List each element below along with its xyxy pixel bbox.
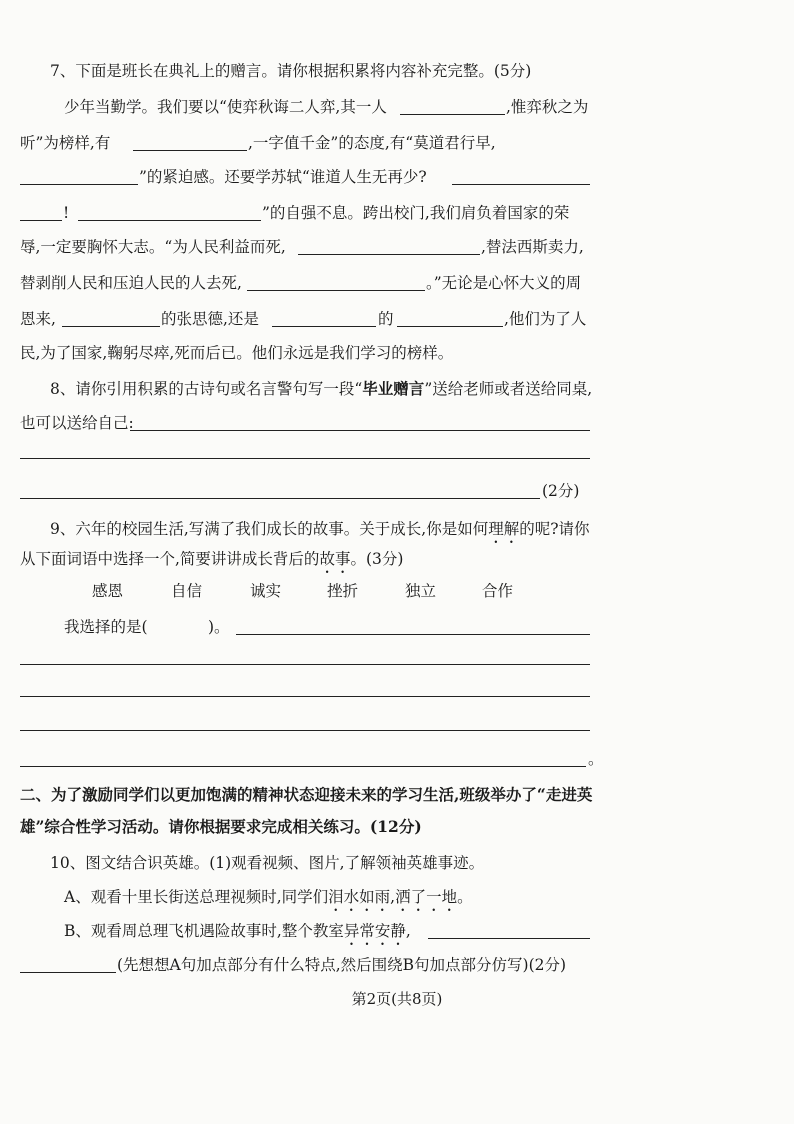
q9-select-label: )。 [208, 618, 230, 636]
q8-text: 也可以送给自己: [20, 414, 134, 432]
q7-text: 。”无论是心怀大义的周 [426, 274, 582, 292]
q7-text: ,惟弈秋之为 [506, 98, 589, 116]
choice-option[interactable]: 感恩 [92, 582, 124, 600]
section2-line-1 [0, 778, 794, 812]
q7-line-2 [0, 126, 794, 160]
q7-text: ,一字值千金”的态度,有“莫道君行早, [248, 134, 496, 152]
answer-line[interactable] [20, 498, 540, 499]
answer-blank[interactable] [20, 220, 62, 221]
q7-line-3 [0, 160, 794, 194]
q7-text: ,替法西斯卖力, [481, 238, 584, 256]
q10-a-text: A、观看十里长街送总理视频时,同学们泪水如雨,洒了一地。 [64, 888, 473, 906]
q8-line-1 [0, 372, 794, 406]
q7-text: 少年当勤学。我们要以“使弈秋诲二人弈,其一人 [64, 98, 387, 116]
answer-line[interactable] [20, 766, 586, 767]
q10-hint-line [0, 948, 794, 982]
q7-line-1 [0, 90, 794, 124]
q7-line-7 [0, 302, 794, 336]
answer-line[interactable] [428, 938, 590, 939]
q9-select-line [0, 610, 794, 644]
q7-text: 恩来, [20, 310, 56, 328]
choice-option[interactable]: 诚实 [250, 582, 282, 600]
answer-blank[interactable] [397, 326, 503, 327]
section2-heading: 二、为了激励同学们以更加饱满的精神状态迎接未来的学习生活,班级举办了“走进英 [20, 785, 593, 804]
answer-blank[interactable] [272, 326, 376, 327]
q10-b-text: B、观看周总理飞机遇险故事时,整个教室异常安静, [64, 922, 411, 940]
q9-last-line [0, 742, 794, 776]
answer-blank[interactable] [78, 220, 261, 221]
q9-text: 9、六年的校园生活,写满了我们成长的故事。关于成长,你是如何理解的呢?请你 [50, 520, 590, 538]
answer-line[interactable] [130, 430, 590, 431]
answer-blank[interactable] [20, 184, 138, 185]
answer-line[interactable] [20, 730, 590, 731]
answer-blank[interactable] [400, 114, 505, 115]
q9-line-2 [0, 542, 794, 576]
q9-end-mark: 。 [588, 750, 604, 768]
section2-heading: 雄”综合性学习活动。请你根据要求完成相关练习。(12分) [20, 817, 422, 836]
choice-option[interactable]: 自信 [171, 582, 203, 600]
q7-line-5 [0, 230, 794, 264]
q8-line-2 [0, 406, 794, 440]
answer-blank[interactable] [133, 150, 247, 151]
answer-line[interactable] [20, 458, 590, 459]
q7-text: 的张思德,还是 [161, 310, 259, 328]
q7-text: ! [63, 204, 70, 222]
answer-blank[interactable] [62, 326, 160, 327]
q7-line-4 [0, 196, 794, 230]
q7-text: 听”为榜样,有 [20, 134, 111, 152]
q9-select-label: 我选择的是( [64, 618, 148, 636]
q7-title: 7、下面是班长在典礼上的赠言。请你根据积累将内容补充完整。(5分) [50, 62, 532, 80]
q7-text: ”的紧迫感。还要学苏轼“谁道人生无再少? [139, 168, 427, 186]
answer-line[interactable] [236, 634, 590, 635]
answer-line[interactable] [20, 664, 590, 665]
q8-line-4 [0, 474, 794, 508]
q10-title: 10、图文结合识英雄。(1)观看视频、图片,了解领袖英雄事迹。 [50, 854, 485, 872]
q10-a-line [0, 880, 794, 914]
q7-line-6 [0, 266, 794, 300]
q9-text: 从下面词语中选择一个,简要讲讲成长背后的故事。(3分) [20, 550, 404, 568]
answer-blank[interactable] [247, 290, 425, 291]
page-number: 第2页(共8页) [351, 990, 443, 1008]
q7-text: 替剥削人民和压迫人民的人去死, [20, 274, 242, 292]
q7-text: ”的自强不息。跨出校门,我们肩负着国家的荣 [262, 204, 570, 222]
answer-blank[interactable] [20, 972, 116, 973]
q7-text: ,他们为了人 [504, 310, 587, 328]
section2-line-2 [0, 810, 794, 844]
q7-text: 民,为了国家,鞠躬尽瘁,死而后已。他们永远是我们学习的榜样。 [20, 344, 454, 362]
choice-option[interactable]: 独立 [405, 582, 437, 600]
q10-hint: (先想想A句加点部分有什么特点,然后围绕B句加点部分仿写)(2分) [117, 956, 567, 974]
q8-score: (2分) [542, 482, 580, 500]
q7-title-line [0, 54, 794, 88]
answer-blank[interactable] [452, 184, 590, 185]
q10-title-line [0, 846, 794, 880]
q7-text: 的 [378, 310, 394, 328]
choice-option[interactable]: 挫折 [327, 582, 359, 600]
answer-line[interactable] [20, 696, 590, 697]
q9-line-1 [0, 512, 794, 546]
answer-blank[interactable] [298, 254, 480, 255]
choice-option[interactable]: 合作 [482, 582, 514, 600]
q8-text: 8、请你引用积累的古诗句或名言警句写一段“毕业赠言”送给老师或者送给同桌, [50, 379, 593, 398]
q10-b-line [0, 914, 794, 948]
q7-text: 辱,一定要胸怀大志。“为人民利益而死, [20, 238, 286, 256]
q7-line-8 [0, 336, 794, 370]
